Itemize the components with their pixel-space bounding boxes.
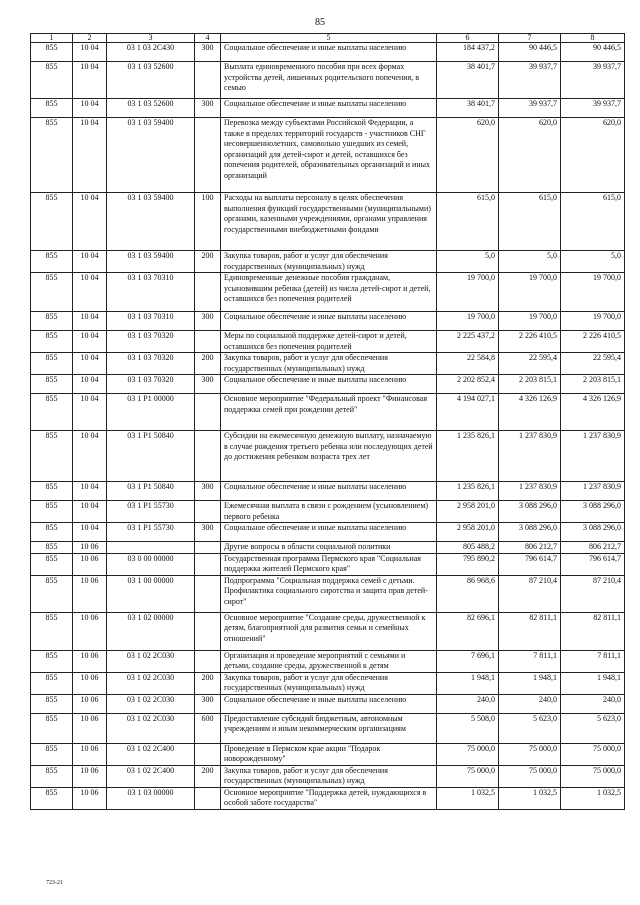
item-description: Подпрограмма "Социальная поддержка семей с детьми. Профилактика социального сиротства и защита прав детей-сирот" [221, 575, 437, 612]
value-col7: 796 614,7 [499, 553, 561, 575]
value-col7: 3 088 296,0 [499, 523, 561, 542]
value-col8: 620,0 [561, 118, 625, 193]
item-description: Основное мероприятие "Федеральный проект "Финансовая поддержка семей при рождении детей" [221, 394, 437, 431]
header-row [31, 34, 625, 43]
admin-code: 855 [31, 193, 73, 251]
value-col6: 2 958 201,0 [437, 501, 499, 523]
target-code: 03 1 03 59400 [107, 118, 195, 193]
value-col7: 5 623,0 [499, 713, 561, 743]
item-description: Субсидии на ежемесячную денежную выплату, назначаемую в случае рождения третьего ребенка или последующих детей до достижения ребенком возраста трех лет [221, 431, 437, 482]
table-row [31, 431, 625, 482]
value-col8: 1 237 830,9 [561, 482, 625, 501]
section-code: 10 06 [73, 650, 107, 672]
section-code: 10 04 [73, 482, 107, 501]
value-col6: 795 890,2 [437, 553, 499, 575]
budget-table [30, 33, 625, 810]
value-col7: 87 210,4 [499, 575, 561, 612]
table-row [31, 672, 625, 694]
section-code: 10 06 [73, 542, 107, 554]
section-code: 10 04 [73, 331, 107, 353]
value-col6: 2 202 852,4 [437, 375, 499, 394]
table-row [31, 575, 625, 612]
target-code: 03 1 03 52600 [107, 99, 195, 118]
value-col7: 90 446,5 [499, 43, 561, 62]
section-code: 10 04 [73, 62, 107, 99]
admin-code: 855 [31, 99, 73, 118]
value-col6: 38 401,7 [437, 99, 499, 118]
value-col7: 3 088 296,0 [499, 501, 561, 523]
target-code: 03 1 Р1 55730 [107, 523, 195, 542]
expense-type: 300 [195, 523, 221, 542]
section-code: 10 04 [73, 431, 107, 482]
section-code: 10 06 [73, 765, 107, 787]
expense-type [195, 612, 221, 650]
expense-type: 300 [195, 482, 221, 501]
section-code: 10 06 [73, 575, 107, 612]
value-col6: 38 401,7 [437, 62, 499, 99]
admin-code: 855 [31, 431, 73, 482]
value-col7: 5,0 [499, 251, 561, 273]
expense-type [195, 394, 221, 431]
admin-code: 855 [31, 375, 73, 394]
value-col6: 7 696,1 [437, 650, 499, 672]
section-code: 10 06 [73, 672, 107, 694]
table-row [31, 251, 625, 273]
admin-code: 855 [31, 553, 73, 575]
value-col6: 2 225 437,2 [437, 331, 499, 353]
expense-type [195, 273, 221, 312]
value-col7: 82 811,1 [499, 612, 561, 650]
header-cell: 6 [437, 34, 499, 43]
expense-type: 300 [195, 694, 221, 713]
value-col6: 615,0 [437, 193, 499, 251]
item-description: Закупка товаров, работ и услуг для обеспечения государственных (муниципальных) нужд [221, 251, 437, 273]
target-code: 03 1 02 2С030 [107, 672, 195, 694]
expense-type [195, 787, 221, 809]
expense-type [195, 118, 221, 193]
value-col8: 75 000,0 [561, 743, 625, 765]
target-code: 03 1 03 2С430 [107, 43, 195, 62]
section-code: 10 04 [73, 312, 107, 331]
expense-type: 200 [195, 765, 221, 787]
value-col7: 1 237 830,9 [499, 431, 561, 482]
value-col7: 39 937,7 [499, 99, 561, 118]
admin-code: 855 [31, 650, 73, 672]
header-cell: 3 [107, 34, 195, 43]
target-code: 03 1 03 70310 [107, 273, 195, 312]
header-cell: 7 [499, 34, 561, 43]
header-cell: 8 [561, 34, 625, 43]
value-col8: 1 948,1 [561, 672, 625, 694]
value-col8: 796 614,7 [561, 553, 625, 575]
table-row [31, 542, 625, 554]
item-description: Ежемесячная выплата в связи с рождением (усыновлением) первого ребенка [221, 501, 437, 523]
header-cell: 1 [31, 34, 73, 43]
value-col6: 805 488,2 [437, 542, 499, 554]
value-col7: 2 203 815,1 [499, 375, 561, 394]
table-row [31, 612, 625, 650]
expense-type: 100 [195, 193, 221, 251]
admin-code: 855 [31, 312, 73, 331]
page-number: 85 [315, 17, 325, 28]
value-col8: 5,0 [561, 251, 625, 273]
section-code: 10 04 [73, 43, 107, 62]
header-cell: 5 [221, 34, 437, 43]
expense-type: 200 [195, 251, 221, 273]
section-code: 10 04 [73, 523, 107, 542]
admin-code: 855 [31, 353, 73, 375]
expense-type [195, 331, 221, 353]
value-col7: 75 000,0 [499, 765, 561, 787]
table-row [31, 394, 625, 431]
value-col6: 86 968,6 [437, 575, 499, 612]
target-code: 03 1 Р1 00000 [107, 394, 195, 431]
expense-type [195, 650, 221, 672]
section-code: 10 04 [73, 193, 107, 251]
value-col7: 240,0 [499, 694, 561, 713]
table-row [31, 650, 625, 672]
footer-code: 723-21 [46, 880, 63, 886]
table-row [31, 62, 625, 99]
target-code: 03 1 02 00000 [107, 612, 195, 650]
table-row [31, 787, 625, 809]
item-description: Закупка товаров, работ и услуг для обеспечения государственных (муниципальных) нужд [221, 353, 437, 375]
section-code: 10 04 [73, 273, 107, 312]
target-code: 03 1 Р1 55730 [107, 501, 195, 523]
item-description: Социальное обеспечение и иные выплаты населению [221, 694, 437, 713]
value-col8: 22 595,4 [561, 353, 625, 375]
value-col8: 90 446,5 [561, 43, 625, 62]
expense-type: 300 [195, 312, 221, 331]
item-description: Организация и проведение мероприятий с семьями и детьми, создание среды, дружественной к детям [221, 650, 437, 672]
item-description: Выплата единовременного пособия при всех формах устройства детей, лишенных родительского попечения, в семью [221, 62, 437, 99]
table-row [31, 353, 625, 375]
value-col6: 22 584,8 [437, 353, 499, 375]
table-row [31, 273, 625, 312]
value-col6: 75 000,0 [437, 765, 499, 787]
table-row [31, 743, 625, 765]
value-col7: 806 212,7 [499, 542, 561, 554]
value-col7: 19 700,0 [499, 312, 561, 331]
table-row [31, 118, 625, 193]
value-col8: 240,0 [561, 694, 625, 713]
value-col8: 1 032,5 [561, 787, 625, 809]
table-row [31, 99, 625, 118]
value-col8: 82 811,1 [561, 612, 625, 650]
admin-code: 855 [31, 787, 73, 809]
value-col6: 5 508,0 [437, 713, 499, 743]
item-description: Социальное обеспечение и иные выплаты населению [221, 375, 437, 394]
target-code: 03 1 03 59400 [107, 193, 195, 251]
section-code: 10 06 [73, 553, 107, 575]
value-col8: 75 000,0 [561, 765, 625, 787]
expense-type: 300 [195, 375, 221, 394]
value-col6: 75 000,0 [437, 743, 499, 765]
value-col7: 2 226 410,5 [499, 331, 561, 353]
value-col7: 22 595,4 [499, 353, 561, 375]
admin-code: 855 [31, 575, 73, 612]
value-col8: 2 203 815,1 [561, 375, 625, 394]
item-description: Закупка товаров, работ и услуг для обеспечения государственных (муниципальных) нужд [221, 765, 437, 787]
admin-code: 855 [31, 501, 73, 523]
admin-code: 855 [31, 394, 73, 431]
value-col8: 615,0 [561, 193, 625, 251]
value-col7: 1 948,1 [499, 672, 561, 694]
admin-code: 855 [31, 672, 73, 694]
target-code: 03 1 Р1 50840 [107, 431, 195, 482]
value-col6: 2 958 201,0 [437, 523, 499, 542]
item-description: Социальное обеспечение и иные выплаты населению [221, 99, 437, 118]
section-code: 10 06 [73, 787, 107, 809]
item-description: Основное мероприятие "Создание среды, дружественной к детям, благоприятной для развития семьи и семейных отношений" [221, 612, 437, 650]
value-col8: 87 210,4 [561, 575, 625, 612]
header-cell: 4 [195, 34, 221, 43]
target-code: 03 1 00 00000 [107, 575, 195, 612]
item-description: Меры по социальной поддержке детей-сирот и детей, оставшихся без попечения родителей [221, 331, 437, 353]
expense-type: 600 [195, 713, 221, 743]
value-col6: 240,0 [437, 694, 499, 713]
expense-type [195, 575, 221, 612]
section-code: 10 06 [73, 743, 107, 765]
value-col7: 7 811,1 [499, 650, 561, 672]
expense-type: 300 [195, 43, 221, 62]
section-code: 10 04 [73, 251, 107, 273]
target-code: 03 1 03 52600 [107, 62, 195, 99]
target-code: 03 1 03 70310 [107, 312, 195, 331]
value-col8: 4 326 126,9 [561, 394, 625, 431]
admin-code: 855 [31, 118, 73, 193]
table-row [31, 553, 625, 575]
value-col7: 615,0 [499, 193, 561, 251]
target-code: 03 1 03 59400 [107, 251, 195, 273]
item-description: Расходы на выплаты персоналу в целях обеспечения выполнения функций государственными (муниципальными) органами, казенными учреждениями, органами управления государственными внебюджетными фондами [221, 193, 437, 251]
admin-code: 855 [31, 694, 73, 713]
admin-code: 855 [31, 612, 73, 650]
value-col6: 19 700,0 [437, 312, 499, 331]
expense-type [195, 553, 221, 575]
value-col7: 620,0 [499, 118, 561, 193]
expense-type: 300 [195, 99, 221, 118]
target-code: 03 1 02 2С400 [107, 765, 195, 787]
value-col6: 1 235 826,1 [437, 482, 499, 501]
table-row [31, 375, 625, 394]
section-code: 10 04 [73, 353, 107, 375]
item-description: Основное мероприятие "Поддержка детей, нуждающихся в особой заботе государства" [221, 787, 437, 809]
value-col6: 5,0 [437, 251, 499, 273]
value-col7: 4 326 126,9 [499, 394, 561, 431]
admin-code: 855 [31, 251, 73, 273]
value-col7: 1 032,5 [499, 787, 561, 809]
value-col8: 3 088 296,0 [561, 523, 625, 542]
value-col8: 39 937,7 [561, 99, 625, 118]
target-code: 03 1 02 2С030 [107, 694, 195, 713]
section-code: 10 04 [73, 99, 107, 118]
table-row [31, 312, 625, 331]
admin-code: 855 [31, 542, 73, 554]
target-code: 03 1 03 00000 [107, 787, 195, 809]
value-col6: 1 948,1 [437, 672, 499, 694]
value-col6: 82 696,1 [437, 612, 499, 650]
admin-code: 855 [31, 331, 73, 353]
value-col6: 19 700,0 [437, 273, 499, 312]
value-col8: 1 237 830,9 [561, 431, 625, 482]
item-description: Социальное обеспечение и иные выплаты населению [221, 482, 437, 501]
expense-type: 200 [195, 353, 221, 375]
table-row [31, 523, 625, 542]
value-col6: 1 235 826,1 [437, 431, 499, 482]
value-col6: 1 032,5 [437, 787, 499, 809]
table-row [31, 501, 625, 523]
target-code [107, 542, 195, 554]
target-code: 03 0 00 00000 [107, 553, 195, 575]
expense-type [195, 542, 221, 554]
table-row [31, 482, 625, 501]
target-code: 03 1 02 2С400 [107, 743, 195, 765]
admin-code: 855 [31, 523, 73, 542]
item-description: Государственная программа Пермского края "Социальная поддержка жителей Пермского края" [221, 553, 437, 575]
value-col8: 2 226 410,5 [561, 331, 625, 353]
section-code: 10 06 [73, 713, 107, 743]
table-row [31, 193, 625, 251]
table-row [31, 331, 625, 353]
value-col6: 184 437,2 [437, 43, 499, 62]
admin-code: 855 [31, 273, 73, 312]
item-description: Социальное обеспечение и иные выплаты населению [221, 523, 437, 542]
target-code: 03 1 Р1 50840 [107, 482, 195, 501]
item-description: Закупка товаров, работ и услуг для обеспечения государственных (муниципальных) нужд [221, 672, 437, 694]
target-code: 03 1 03 70320 [107, 331, 195, 353]
admin-code: 855 [31, 743, 73, 765]
admin-code: 855 [31, 713, 73, 743]
table-row [31, 765, 625, 787]
target-code: 03 1 03 70320 [107, 375, 195, 394]
admin-code: 855 [31, 62, 73, 99]
expense-type [195, 62, 221, 99]
value-col7: 19 700,0 [499, 273, 561, 312]
item-description: Проведение в Пермском крае акции "Подарок новорожденному" [221, 743, 437, 765]
item-description: Предоставление субсидий бюджетным, автономным учреждениям и иным некоммерческим организациям [221, 713, 437, 743]
value-col6: 620,0 [437, 118, 499, 193]
value-col8: 19 700,0 [561, 273, 625, 312]
value-col8: 7 811,1 [561, 650, 625, 672]
value-col7: 39 937,7 [499, 62, 561, 99]
value-col8: 3 088 296,0 [561, 501, 625, 523]
table-row [31, 713, 625, 743]
value-col7: 1 237 830,9 [499, 482, 561, 501]
item-description: Единовременные денежные пособия гражданам, усыновившим ребенка (детей) из числа детей-сирот и детей, оставшихся без попечения родителей [221, 273, 437, 312]
expense-type [195, 743, 221, 765]
section-code: 10 04 [73, 501, 107, 523]
admin-code: 855 [31, 482, 73, 501]
value-col8: 39 937,7 [561, 62, 625, 99]
value-col6: 4 194 027,1 [437, 394, 499, 431]
target-code: 03 1 02 2С030 [107, 713, 195, 743]
value-col7: 75 000,0 [499, 743, 561, 765]
value-col8: 806 212,7 [561, 542, 625, 554]
target-code: 03 1 02 2С030 [107, 650, 195, 672]
item-description: Другие вопросы в области социальной политики [221, 542, 437, 554]
value-col8: 5 623,0 [561, 713, 625, 743]
section-code: 10 04 [73, 118, 107, 193]
value-col8: 19 700,0 [561, 312, 625, 331]
section-code: 10 04 [73, 375, 107, 394]
expense-type: 200 [195, 672, 221, 694]
item-description: Социальное обеспечение и иные выплаты населению [221, 43, 437, 62]
admin-code: 855 [31, 765, 73, 787]
item-description: Перевозка между субъектами Российской Федерации, а также в пределах территорий государств - участников СНГ несовершеннолетних, самовольно ушедших из семей, организаций для детей-сирот и детей, оставшихся без попечения родителей, образовательных организаций и иных организаций [221, 118, 437, 193]
item-description: Социальное обеспечение и иные выплаты населению [221, 312, 437, 331]
section-code: 10 06 [73, 612, 107, 650]
admin-code: 855 [31, 43, 73, 62]
target-code: 03 1 03 70320 [107, 353, 195, 375]
header-cell: 2 [73, 34, 107, 43]
table-row [31, 694, 625, 713]
section-code: 10 06 [73, 694, 107, 713]
expense-type [195, 501, 221, 523]
expense-type [195, 431, 221, 482]
section-code: 10 04 [73, 394, 107, 431]
table-row [31, 43, 625, 62]
